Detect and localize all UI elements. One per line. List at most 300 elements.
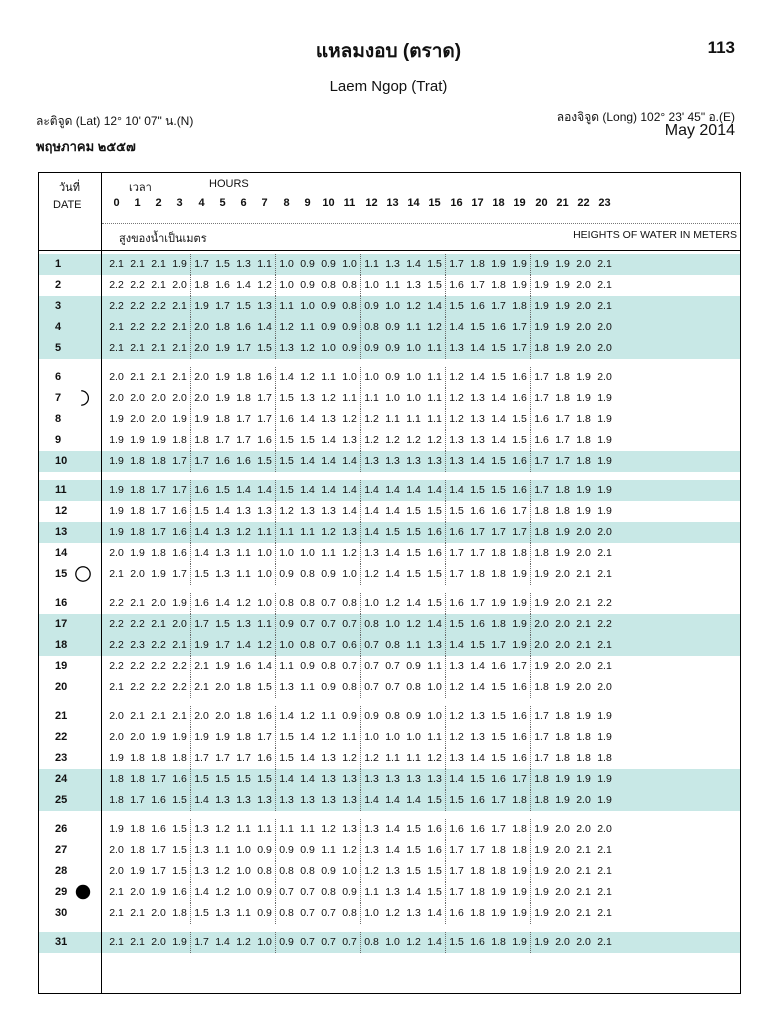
height-cell: 0.8: [342, 300, 357, 312]
hour-group-divider: [190, 430, 191, 451]
height-cell: 2.0: [576, 823, 591, 835]
height-cell: 1.9: [512, 597, 527, 609]
hour-group-divider: [360, 819, 361, 840]
height-cell: 1.3: [427, 455, 442, 467]
height-cell: 1.8: [130, 752, 145, 764]
height-cell: 2.1: [109, 342, 124, 354]
height-cell: 1.0: [279, 639, 294, 651]
height-cell: 1.3: [470, 413, 485, 425]
table-row: [39, 367, 740, 388]
height-cell: 0.8: [342, 907, 357, 919]
height-cell: 1.1: [364, 392, 379, 404]
height-cell: 1.8: [151, 752, 166, 764]
height-cell: 0.7: [300, 618, 315, 630]
height-cell: 1.9: [109, 434, 124, 446]
height-cell: 1.1: [257, 823, 272, 835]
height-cell: 1.4: [321, 455, 336, 467]
height-cell: 2.2: [130, 660, 145, 672]
hour-group-divider: [445, 338, 446, 359]
hour-group-divider: [445, 677, 446, 698]
date-cell: 31: [55, 936, 68, 948]
height-cell: 1.5: [491, 371, 506, 383]
hour-group-divider: [530, 706, 531, 727]
hour-group-divider: [275, 635, 276, 656]
height-cell: 1.5: [172, 794, 187, 806]
height-cell: 1.3: [364, 547, 379, 559]
height-cell: 1.9: [172, 413, 187, 425]
table-row: [39, 614, 740, 635]
height-cell: 2.0: [597, 681, 612, 693]
height-cell: 1.5: [172, 865, 187, 877]
height-cell: 0.8: [342, 681, 357, 693]
height-cell: 1.7: [491, 639, 506, 651]
height-cell: 1.9: [555, 773, 570, 785]
height-cell: 2.1: [172, 639, 187, 651]
height-cell: 1.3: [406, 455, 421, 467]
height-cell: 0.9: [342, 321, 357, 333]
height-cell: 0.9: [257, 886, 272, 898]
height-cell: 0.7: [300, 886, 315, 898]
date-label: DATE: [53, 199, 82, 211]
height-cell: 1.0: [342, 371, 357, 383]
hour-group-divider: [445, 932, 446, 953]
height-cell: 1.7: [236, 413, 251, 425]
height-cell: 0.7: [385, 681, 400, 693]
height-cell: 2.0: [109, 371, 124, 383]
height-cell: 1.3: [215, 526, 230, 538]
height-cell: 1.9: [534, 597, 549, 609]
hour-group-divider: [190, 635, 191, 656]
hour-group-divider: [275, 409, 276, 430]
hour-group-divider: [360, 409, 361, 430]
height-cell: 2.0: [576, 681, 591, 693]
height-cell: 1.3: [406, 279, 421, 291]
height-cell: 2.0: [597, 371, 612, 383]
height-cell: 2.1: [109, 936, 124, 948]
height-cell: 1.3: [321, 773, 336, 785]
height-cell: 1.6: [512, 710, 527, 722]
height-cell: 1.2: [321, 731, 336, 743]
height-cell: 1.4: [406, 484, 421, 496]
height-cell: 1.6: [470, 794, 485, 806]
date-cell: 18: [55, 639, 68, 651]
date-cell: 1: [55, 258, 62, 270]
height-cell: 1.8: [491, 568, 506, 580]
hour-group-divider: [275, 614, 276, 635]
height-cell: 1.1: [300, 321, 315, 333]
height-cell: 0.9: [279, 936, 294, 948]
height-cell: 1.7: [151, 773, 166, 785]
height-cell: 1.3: [215, 547, 230, 559]
hour-group-divider: [360, 790, 361, 811]
hour-group-divider: [190, 501, 191, 522]
height-cell: 1.8: [172, 752, 187, 764]
height-cell: 1.9: [215, 392, 230, 404]
height-cell: 1.7: [151, 865, 166, 877]
height-cell: 1.7: [151, 484, 166, 496]
height-cell: 2.0: [151, 936, 166, 948]
height-cell: 1.0: [385, 731, 400, 743]
height-cell: 1.4: [300, 413, 315, 425]
height-cell: 1.9: [194, 413, 209, 425]
date-cell: 29: [55, 886, 68, 898]
height-cell: 1.3: [342, 794, 357, 806]
height-cell: 1.9: [576, 392, 591, 404]
height-cell: 1.5: [172, 823, 187, 835]
height-cell: 0.8: [300, 639, 315, 651]
hour-group-divider: [445, 564, 446, 585]
height-cell: 1.4: [321, 434, 336, 446]
height-cell: 1.2: [279, 505, 294, 517]
height-cell: 1.8: [130, 526, 145, 538]
height-cell: 2.0: [576, 547, 591, 559]
height-cell: 2.1: [172, 371, 187, 383]
height-cell: 1.2: [257, 639, 272, 651]
height-cell: 0.9: [385, 342, 400, 354]
height-cell: 1.0: [279, 258, 294, 270]
hour-group-divider: [530, 727, 531, 748]
height-cell: 1.2: [342, 547, 357, 559]
height-cell: 0.8: [300, 597, 315, 609]
height-cell: 1.5: [406, 865, 421, 877]
height-cell: 1.4: [427, 618, 442, 630]
height-cell: 1.9: [576, 371, 591, 383]
height-cell: 1.5: [512, 413, 527, 425]
height-cell: 0.9: [279, 844, 294, 856]
height-cell: 1.3: [385, 455, 400, 467]
height-cell: 2.1: [151, 342, 166, 354]
height-cell: 1.9: [194, 639, 209, 651]
height-cell: 2.0: [555, 844, 570, 856]
height-cell: 1.5: [300, 434, 315, 446]
height-cell: 1.4: [194, 526, 209, 538]
height-cell: 1.8: [534, 505, 549, 517]
table-row: [39, 317, 740, 338]
height-cell: 1.5: [491, 752, 506, 764]
height-cell: 1.2: [342, 752, 357, 764]
date-cell: 17: [55, 618, 68, 630]
date-cell: 27: [55, 844, 68, 856]
height-cell: 2.1: [130, 597, 145, 609]
height-cell: 1.6: [449, 526, 464, 538]
height-cell: 2.2: [151, 300, 166, 312]
hour-group-divider: [275, 840, 276, 861]
height-cell: 1.5: [427, 597, 442, 609]
height-cell: 2.2: [130, 618, 145, 630]
hour-group-divider: [445, 543, 446, 564]
hour-group-divider: [360, 656, 361, 677]
height-cell: 1.7: [491, 823, 506, 835]
height-cell: 1.1: [364, 886, 379, 898]
height-cell: 2.1: [576, 597, 591, 609]
hour-label: 1: [134, 197, 141, 209]
height-cell: 1.8: [555, 505, 570, 517]
height-cell: 1.8: [130, 773, 145, 785]
height-cell: 1.7: [555, 434, 570, 446]
height-cell: 2.1: [597, 279, 612, 291]
hour-group-divider: [530, 564, 531, 585]
height-cell: 1.8: [491, 844, 506, 856]
hour-group-divider: [275, 480, 276, 501]
height-cell: 2.1: [172, 342, 187, 354]
height-cell: 1.7: [215, 300, 230, 312]
height-cell: 1.5: [194, 907, 209, 919]
height-cell: 1.7: [470, 597, 485, 609]
height-cell: 2.1: [172, 710, 187, 722]
height-cell: 2.0: [194, 321, 209, 333]
height-cell: 1.1: [321, 844, 336, 856]
height-cell: 1.2: [279, 321, 294, 333]
height-cell: 1.7: [470, 547, 485, 559]
height-cell: 2.0: [576, 526, 591, 538]
height-cell: 1.6: [534, 434, 549, 446]
height-cell: 1.7: [257, 413, 272, 425]
height-cell: 1.3: [385, 773, 400, 785]
height-cell: 2.1: [109, 907, 124, 919]
hour-group-divider: [275, 882, 276, 903]
height-cell: 1.9: [555, 300, 570, 312]
height-cell: 1.9: [555, 526, 570, 538]
date-column-divider: [101, 173, 102, 993]
height-cell: 1.1: [257, 618, 272, 630]
height-cell: 1.6: [449, 597, 464, 609]
height-cell: 1.9: [215, 731, 230, 743]
height-cell: 1.7: [512, 526, 527, 538]
height-cell: 1.4: [406, 258, 421, 270]
heights-label: HEIGHTS OF WATER IN METERS: [573, 229, 737, 241]
height-cell: 1.4: [364, 484, 379, 496]
hour-group-divider: [445, 593, 446, 614]
hour-group-divider: [190, 543, 191, 564]
hour-group-divider: [445, 903, 446, 924]
height-cell: 1.8: [597, 752, 612, 764]
height-cell: 1.2: [449, 681, 464, 693]
height-cell: 1.8: [130, 484, 145, 496]
hour-group-divider: [530, 614, 531, 635]
height-cell: 2.0: [576, 342, 591, 354]
hour-group-divider: [445, 790, 446, 811]
height-cell: 1.5: [427, 505, 442, 517]
height-cell: 1.8: [215, 413, 230, 425]
date-cell: 8: [55, 413, 62, 425]
table-header: [39, 173, 740, 251]
height-cell: 1.6: [427, 526, 442, 538]
height-cell: 1.7: [236, 752, 251, 764]
height-cell: 1.2: [427, 752, 442, 764]
height-cell: 1.1: [364, 258, 379, 270]
height-cell: 1.4: [364, 526, 379, 538]
height-cell: 1.1: [279, 300, 294, 312]
hour-group-divider: [445, 254, 446, 275]
height-cell: 1.3: [321, 752, 336, 764]
hour-label: 13: [386, 197, 399, 209]
hour-group-divider: [190, 769, 191, 790]
height-cell: 2.0: [194, 371, 209, 383]
hour-group-divider: [530, 409, 531, 430]
height-cell: 1.5: [449, 300, 464, 312]
date-cell: 3: [55, 300, 62, 312]
height-cell: 1.9: [576, 505, 591, 517]
height-cell: 1.8: [194, 279, 209, 291]
height-cell: 1.6: [215, 455, 230, 467]
height-cell: 1.6: [257, 371, 272, 383]
height-cell: 0.9: [300, 258, 315, 270]
hour-group-divider: [190, 275, 191, 296]
hour-group-divider: [530, 769, 531, 790]
height-cell: 2.0: [555, 936, 570, 948]
date-cell: 28: [55, 865, 68, 877]
month-english: May 2014: [664, 122, 735, 139]
height-cell: 1.5: [215, 773, 230, 785]
height-cell: 1.4: [491, 413, 506, 425]
height-cell: 1.4: [279, 710, 294, 722]
hour-group-divider: [445, 388, 446, 409]
height-cell: 1.7: [512, 505, 527, 517]
height-cell: 1.1: [257, 258, 272, 270]
height-cell: 1.9: [576, 710, 591, 722]
date-cell: 24: [55, 773, 68, 785]
height-cell: 2.1: [576, 844, 591, 856]
hour-group-divider: [445, 367, 446, 388]
height-cell: 0.8: [279, 597, 294, 609]
height-cell: 1.3: [342, 823, 357, 835]
height-cell: 1.6: [257, 434, 272, 446]
height-cell: 1.0: [236, 886, 251, 898]
height-cell: 1.7: [555, 455, 570, 467]
height-cell: 1.7: [257, 392, 272, 404]
hour-label: 15: [428, 197, 441, 209]
height-cell: 1.2: [406, 936, 421, 948]
height-cell: 1.7: [470, 279, 485, 291]
hour-group-divider: [445, 727, 446, 748]
height-cell: 1.7: [130, 794, 145, 806]
height-cell: 2.0: [576, 279, 591, 291]
height-cell: 1.3: [385, 865, 400, 877]
date-cell: 7: [55, 392, 62, 404]
height-cell: 1.3: [279, 342, 294, 354]
height-cell: 1.9: [597, 731, 612, 743]
height-cell: 1.2: [342, 413, 357, 425]
height-cell: 1.3: [364, 773, 379, 785]
height-cell: 1.9: [555, 681, 570, 693]
height-cell: 0.7: [300, 907, 315, 919]
height-cell: 1.5: [470, 639, 485, 651]
height-cell: 1.5: [449, 794, 464, 806]
height-cell: 2.2: [109, 660, 124, 672]
height-cell: 1.2: [215, 865, 230, 877]
height-cell: 1.8: [470, 907, 485, 919]
height-cell: 0.9: [321, 300, 336, 312]
hour-group-divider: [360, 275, 361, 296]
table-row: [39, 451, 740, 472]
height-cell: 1.3: [257, 505, 272, 517]
hour-group-divider: [190, 656, 191, 677]
height-cell: 1.9: [555, 547, 570, 559]
hour-group-divider: [190, 819, 191, 840]
height-cell: 1.4: [385, 823, 400, 835]
height-cell: 1.4: [470, 660, 485, 672]
hour-group-divider: [530, 296, 531, 317]
height-cell: 1.3: [406, 773, 421, 785]
date-cell: 20: [55, 681, 68, 693]
height-cell: 1.4: [364, 794, 379, 806]
height-cell: 1.1: [300, 681, 315, 693]
height-cell: 1.2: [364, 865, 379, 877]
height-cell: 1.4: [427, 484, 442, 496]
height-cell: 2.0: [109, 547, 124, 559]
height-cell: 1.0: [236, 865, 251, 877]
table-row: [39, 254, 740, 275]
height-cell: 2.1: [172, 300, 187, 312]
height-cell: 1.7: [491, 794, 506, 806]
height-cell: 1.8: [512, 823, 527, 835]
height-cell: 1.9: [512, 279, 527, 291]
height-cell: 1.9: [491, 258, 506, 270]
height-cell: 1.5: [406, 844, 421, 856]
height-cell: 2.0: [194, 710, 209, 722]
height-cell: 1.9: [491, 907, 506, 919]
height-cell: 1.7: [534, 484, 549, 496]
height-cell: 2.1: [576, 907, 591, 919]
height-cell: 1.7: [534, 371, 549, 383]
hour-group-divider: [360, 543, 361, 564]
height-cell: 1.6: [470, 618, 485, 630]
height-cell: 1.2: [236, 597, 251, 609]
height-cell: 0.8: [406, 681, 421, 693]
date-cell: 6: [55, 371, 62, 383]
height-cell: 1.9: [576, 484, 591, 496]
height-cell: 1.9: [151, 434, 166, 446]
height-cell: 2.2: [151, 681, 166, 693]
height-cell: 1.1: [427, 731, 442, 743]
height-cell: 2.2: [109, 639, 124, 651]
height-cell: 0.7: [321, 936, 336, 948]
height-cell: 1.4: [385, 568, 400, 580]
height-cell: 0.9: [321, 321, 336, 333]
hour-group-divider: [360, 564, 361, 585]
height-cell: 1.9: [130, 865, 145, 877]
date-cell: 25: [55, 794, 68, 806]
height-cell: 1.3: [342, 773, 357, 785]
height-cell: 1.4: [215, 597, 230, 609]
height-cell: 2.3: [130, 639, 145, 651]
hour-group-divider: [445, 296, 446, 317]
height-cell: 1.9: [534, 321, 549, 333]
height-cell: 0.8: [364, 321, 379, 333]
height-cell: 2.1: [151, 279, 166, 291]
height-cell: 1.5: [236, 300, 251, 312]
height-cell: 1.7: [470, 526, 485, 538]
height-cell: 1.9: [597, 794, 612, 806]
height-cell: 1.1: [406, 321, 421, 333]
height-cell: 1.2: [236, 936, 251, 948]
height-cell: 1.8: [534, 342, 549, 354]
height-cell: 1.7: [172, 455, 187, 467]
hour-group-divider: [530, 932, 531, 953]
hour-group-divider: [360, 451, 361, 472]
height-cell: 1.6: [449, 279, 464, 291]
height-cell: 1.3: [236, 794, 251, 806]
height-cell: 1.1: [215, 844, 230, 856]
height-cell: 1.5: [449, 936, 464, 948]
height-cell: 0.7: [321, 618, 336, 630]
latitude-label: ละติจูด (Lat) 12° 10' 07" น.(N): [36, 114, 194, 128]
height-cell: 1.1: [385, 279, 400, 291]
date-cell: 10: [55, 455, 68, 467]
height-cell: 0.9: [342, 886, 357, 898]
height-cell: 0.7: [342, 618, 357, 630]
height-cell: 1.4: [236, 279, 251, 291]
